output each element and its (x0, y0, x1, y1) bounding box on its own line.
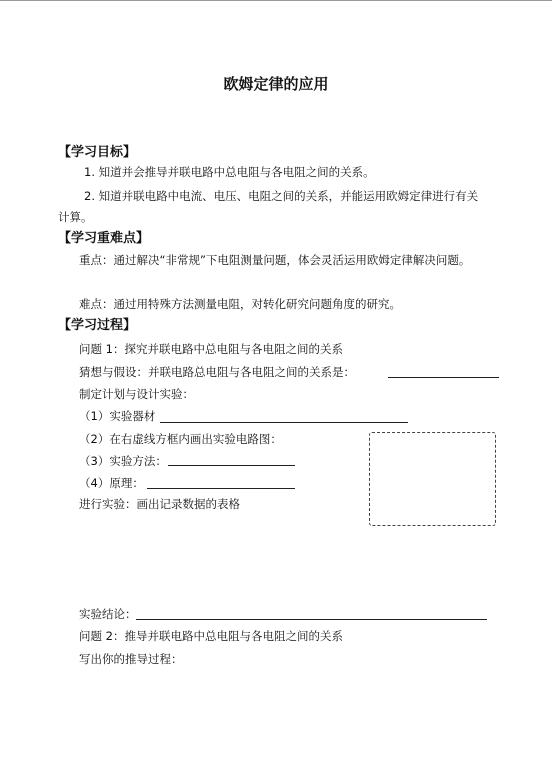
difficulty-text: 难点：通过用特殊方法测量电阻，对转化研究问题角度的研究。 (79, 297, 401, 311)
hypothesis-answer-line (388, 377, 499, 378)
goal-item-1: 1. 知道并会推导并联电路中总电阻与各电阻之间的关系。 (84, 165, 375, 179)
section-heading-process: 【学习过程】 (58, 318, 137, 333)
conclusion-prompt: 实验结论： (79, 607, 137, 621)
principle-answer-line (147, 488, 295, 489)
question-1: 问题 1：探究并联电路中总电阻与各电阻之间的关系 (79, 342, 343, 356)
step-equipment: （1）实验器材 (79, 409, 156, 423)
derivation-prompt: 写出你的推导过程： (79, 652, 183, 666)
method-answer-line (168, 465, 295, 466)
goal-item-2-line-2: 计算。 (58, 210, 93, 224)
step-principle: （4）原理： (79, 476, 144, 490)
page-title: 欧姆定律的应用 (223, 75, 329, 93)
hypothesis-prompt: 猜想与假设：并联电路总电阻与各电阻之间的关系是： (79, 365, 355, 379)
focus-text: 重点：通过解决“非常规”下电阻测量问题，体会灵活运用欧姆定律解决问题。 (79, 253, 471, 267)
plan-prompt: 制定计划与设计实验： (79, 387, 194, 401)
section-heading-goals: 【学习目标】 (58, 145, 137, 160)
step-circuit-diagram: （2）在右虚线方框内画出实验电路图： (79, 432, 282, 446)
experiment-prompt: 进行实验：画出记录数据的表格 (79, 497, 240, 511)
conclusion-answer-line (136, 619, 487, 620)
step-method: （3）实验方法： (79, 454, 167, 468)
equipment-answer-line (160, 422, 408, 423)
top-border-line (0, 0, 552, 1)
circuit-diagram-box (369, 432, 496, 526)
question-2: 问题 2：推导并联电路中总电阻与各电阻之间的关系 (79, 629, 343, 643)
section-heading-key-points: 【学习重难点】 (58, 231, 150, 246)
goal-item-2-line-1: 2. 知道并联电路中电流、电压、电阻之间的关系，并能运用欧姆定律进行有关 (84, 189, 479, 203)
